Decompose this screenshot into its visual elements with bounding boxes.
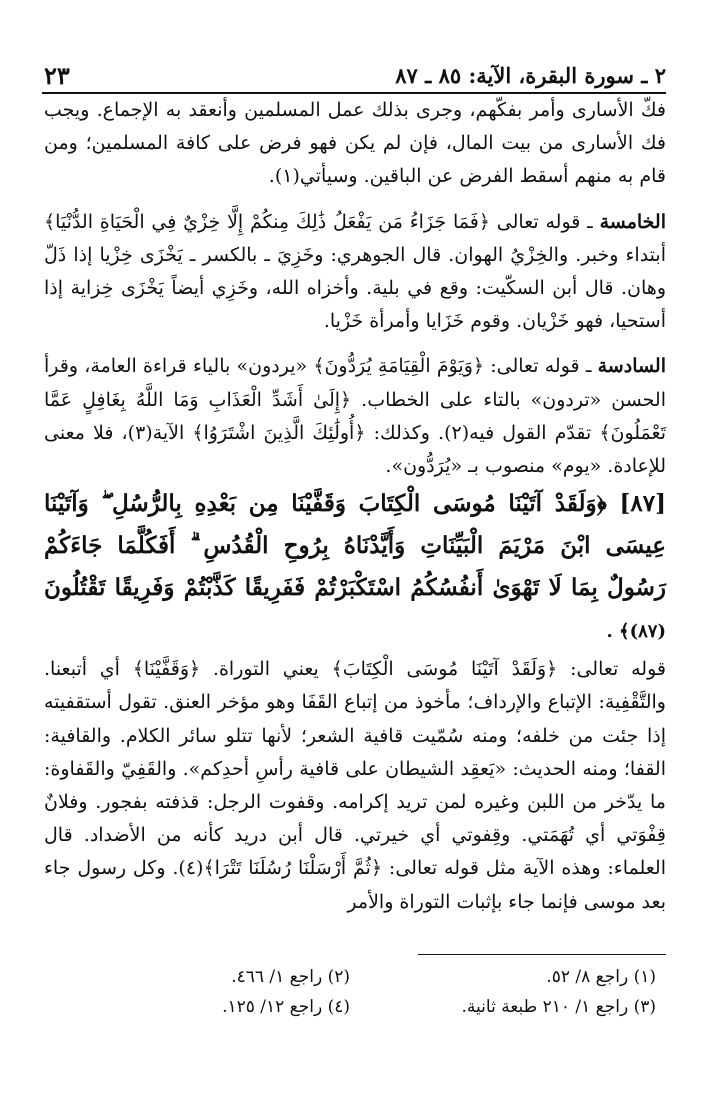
paragraph-sixth-text: ـ قوله تعالى: ﴿وَيَوْمَ الْقِيَامَةِ يُرَدُّونَ﴾ «يردون» بالياء قراءة العامة، وقرأ الحسن «تردون» بالتاء على الخطاب. ﴿إِلَىٰ أَشَدِّ الْعَذَابِ وَمَا اللَّهُ بِغَافِلٍ عَمَّا تَعْمَلُونَ﴾ تقدّم القول فيه(٢). وكذلك: ﴿أُولَٰئِكَ الَّذِينَ اشْتَرَوُا﴾ الآية(٣)، فلا معنى للإعادة. «يوم» منصوب بـ «يُرَدُّون». <box>44 355 666 478</box>
section-label-sixth: السادسة <box>597 355 666 378</box>
footnote-2: (٢) راجع ١/ ٤٦٦. <box>231 967 350 987</box>
section-label-fifth: الخامسة <box>599 210 666 233</box>
footnote-1: (١) راجع ٨/ ٥٢. <box>546 967 656 987</box>
page-number: ٢٣ <box>44 60 70 90</box>
quran-verse <box>44 483 666 653</box>
footnote-row <box>44 992 656 1022</box>
paragraph-commentary: قوله تعالى: ﴿وَلَقَدْ آتَيْنَا مُوسَى الْكِتَابَ﴾ يعني التوراة. ﴿وَقَفَّيْنَا﴾ أي أتبعنا. والتَّقْفِية: الإتباع والإرداف؛ مأخوذ من إتباع القَفَا وهو مؤخر العنق. تقول أستقفيته إذا جئت من خلفه؛ ومنه سُمّيت قافية الشعر؛ لأنها تتلو سائر الكلام. والقافية: القفا؛ ومنه الحديث: «يَعقِد الشيطان على قافية رأسِ أحدِكم». والقَفِيّ والقَفاوة: ما يدّخر من اللبن وغيره لمن تريد إكرامه. وقفوت الرجل: قذفته بفجور. وفلانٌ قِفْوَتي أي تُهَمَتي. وقِفوتي أي خيرتي. قال أبن دريد كأنه من الأضداد. قال العلماء: وهذه الآية مثل قوله تعالى: ﴿ثُمَّ أَرْسَلْنَا رُسُلَنَا تَتْرَا﴾(٤). وكل رسول جاء بعد موسى فإنما جاء بإثبات التوراة والأمر <box>44 658 666 913</box>
body-text <box>44 94 666 919</box>
footnote-row <box>44 962 656 992</box>
footnote-4: (٤) راجع ١٢/ ١٢٥. <box>222 997 350 1017</box>
paragraph-fifth-text: ـ قوله تعالى ﴿فَمَا جَزَاءُ مَن يَفْعَلُ ذَٰلِكَ مِنكُمْ إِلَّا خِزْيٌ فِي الْحَيَاةِ الدُّنْيَا﴾ أبتداء وخبر. والخِزْيُ الهوان. قال الجوهري: وخَزِيَ ـ بالكسر ـ يَخْزَى خِزْيا إذا ذَلّ وهان. قال أبن السكّيت: وقع في بلية. وأخزاه الله، وخَزِي أيضاً يَخْزَى خِزاية إذا أستحيا، فهو خَزْيان. وقوم خَزَايا وأمرأة خَزْيا. <box>44 210 666 333</box>
paragraph-sixth <box>44 350 666 483</box>
verse-number: [٨٧] <box>619 490 666 518</box>
paragraph-fifth <box>44 206 666 339</box>
paragraph-1: فكّ الأسارى وأمر بفكّهم، وجرى بذلك عمل المسلمين وأنعقد به الإجماع. ويجب فك الأسارى من بيت المال، فإن لم يكن فهو فرض على كافة المسلمين؛ ومن قام به منهم أسقط الفرض عن الباقين. وسيأتي(١). <box>44 99 666 188</box>
verse-end-marker: (٨٧)﴾ . <box>606 621 666 643</box>
page-header <box>44 58 666 92</box>
verse-text: ﴿وَلَقَدْ آتَيْنَا مُوسَى الْكِتَابَ وَقَفَّيْنَا مِن بَعْدِهِ بِالرُّسُلِ ۖ وَآتَيْنَا عِيسَى ابْنَ مَرْيَمَ الْبَيِّنَاتِ وَأَيَّدْنَاهُ بِرُوحِ الْقُدُسِ ۗ أَفَكُلَّمَا جَاءَكُمْ رَسُولٌ بِمَا لَا تَهْوَىٰ أَنفُسُكُمُ اسْتَكْبَرْتُمْ فَفَرِيقًا كَذَّبْتُمْ وَفَرِيقًا تَقْتُلُونَ <box>44 490 667 602</box>
footnote-3: (٣) راجع ١/ ٢١٠ طبعة ثانية. <box>461 997 656 1017</box>
running-head: ٢ ـ سورة البقرة، الآية: ٨٥ ـ ٨٧ <box>395 62 666 88</box>
footnotes <box>44 962 656 1022</box>
footnote-rule <box>418 954 666 955</box>
